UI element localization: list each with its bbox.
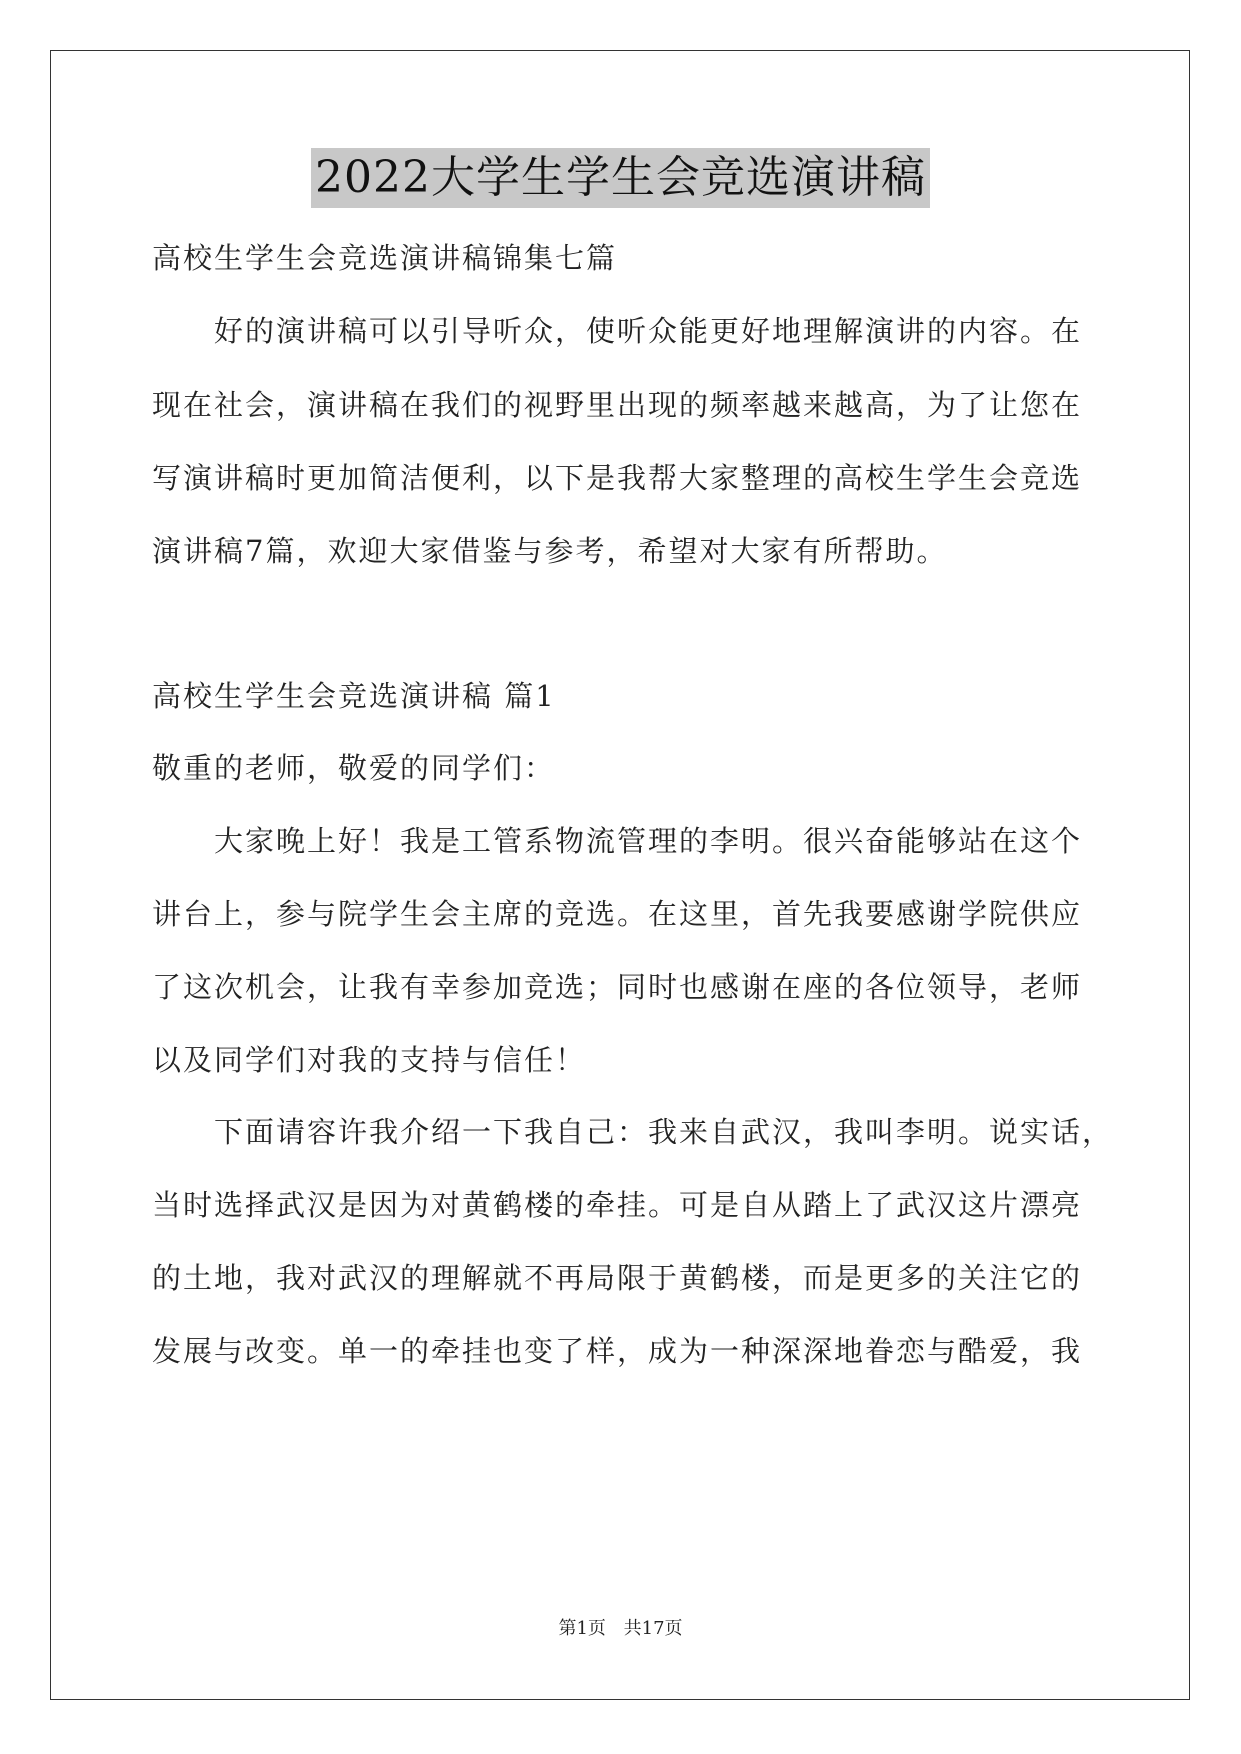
para2-line-4: 发展与改变。单一的牵挂也变了样，成为一种深深地眷恋与酷爱，我 bbox=[152, 1334, 1083, 1368]
intro-line-3: 写演讲稿时更加简洁便利，以下是我帮大家整理的高校生学生会竞选 bbox=[152, 461, 1083, 495]
para2-line-2: 当时选择武汉是因为对黄鹤楼的牵挂。可是自从踏上了武汉这片漂亮 bbox=[152, 1188, 1083, 1222]
page-border bbox=[50, 50, 1190, 1700]
title-container bbox=[0, 148, 1241, 208]
para2-line-1: 下面请容许我介绍一下我自己：我来自武汉，我叫李明。说实话， bbox=[214, 1115, 1114, 1149]
para1-line-2: 讲台上，参与院学生会主席的竞选。在这里，首先我要感谢学院供应 bbox=[152, 897, 1083, 931]
para1-line-4: 以及同学们对我的支持与信任！ bbox=[152, 1043, 587, 1077]
page-number: 第1页 bbox=[558, 1618, 606, 1639]
section-heading: 高校生学生会竞选演讲稿 篇1 bbox=[152, 679, 556, 713]
document-title: 2022大学生学生会竞选演讲稿 bbox=[311, 148, 930, 208]
salutation: 敬重的老师，敬爱的同学们： bbox=[152, 751, 556, 785]
intro-line-1: 好的演讲稿可以引导听众，使听众能更好地理解演讲的内容。在 bbox=[214, 314, 1083, 348]
intro-line-2: 现在社会，演讲稿在我们的视野里出现的频率越来越高，为了让您在 bbox=[152, 388, 1083, 422]
subtitle: 高校生学生会竞选演讲稿锦集七篇 bbox=[152, 241, 618, 275]
para1-line-1: 大家晚上好！我是工管系物流管理的李明。很兴奋能够站在这个 bbox=[214, 824, 1083, 858]
para1-line-3: 了这次机会，让我有幸参加竞选；同时也感谢在座的各位领导，老师 bbox=[152, 970, 1083, 1004]
page-total: 共17页 bbox=[623, 1618, 683, 1639]
para2-line-3: 的土地，我对武汉的理解就不再局限于黄鹤楼，而是更多的关注它的 bbox=[152, 1261, 1083, 1295]
page-footer bbox=[0, 1617, 1241, 1641]
intro-line-4: 演讲稿7篇，欢迎大家借鉴与参考，希望对大家有所帮助。 bbox=[152, 534, 948, 568]
